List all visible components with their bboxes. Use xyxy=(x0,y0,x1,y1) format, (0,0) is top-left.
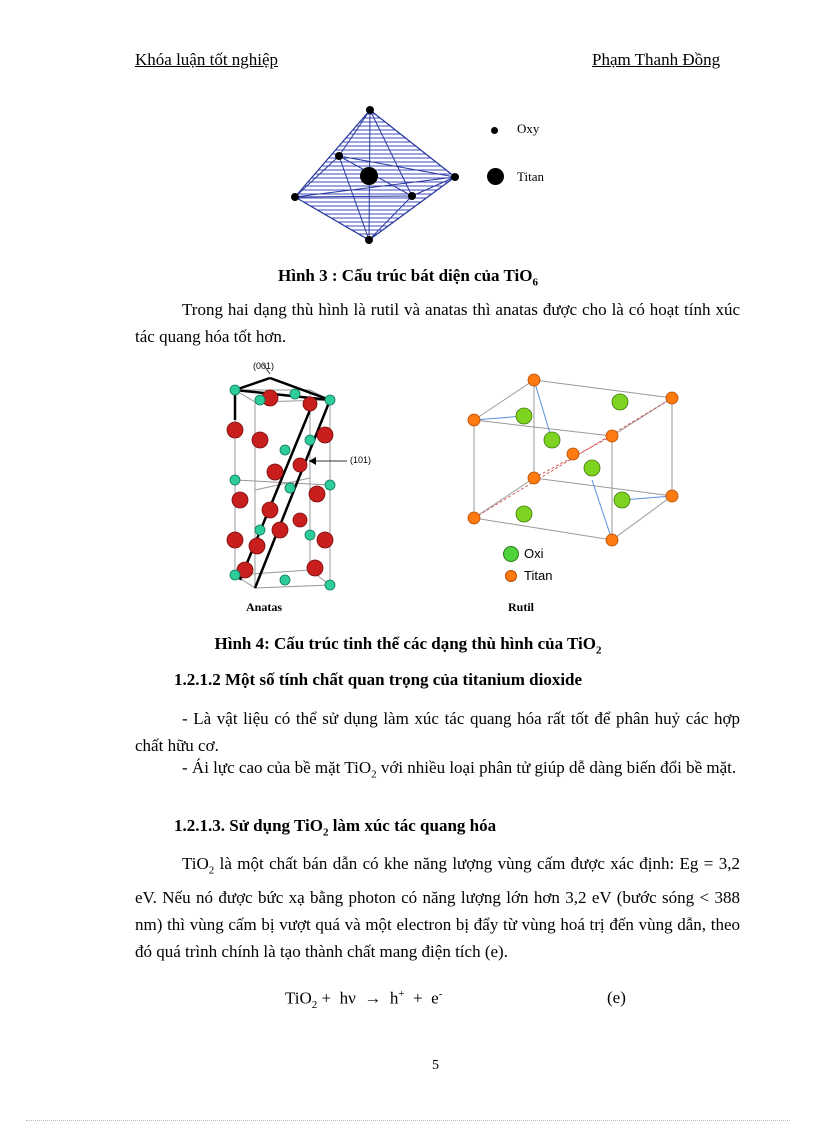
legend-oxi: Oxi xyxy=(524,546,544,561)
header-right: Phạm Thanh Đồng xyxy=(592,50,721,69)
legend-titan-rutil: Titan xyxy=(524,568,553,583)
rutil-label: Rutil xyxy=(508,600,535,614)
paragraph-1: Trong hai dạng thù hình là rutil và anatas thì anatas được cho là có hoạt tính xúc tác quang hóa tốt hơn. xyxy=(135,300,740,346)
legend-titan: Titan xyxy=(517,169,544,184)
anatas-label: Anatas xyxy=(246,600,283,614)
header-left: Khóa luận tốt nghiệp xyxy=(135,50,279,69)
bottom-divider xyxy=(26,1120,790,1121)
label-001: (001) xyxy=(253,361,275,371)
rutil-structure-figure xyxy=(462,368,692,548)
fig3-caption: Hình 3 : Cấu trúc bát diện của TiO$_6$ xyxy=(278,266,538,289)
section-heading-2: 1.2.1.3. Sử dụng TiO$_2$ làm xúc tác quang hóa xyxy=(174,816,497,839)
anatas-structure-figure xyxy=(215,360,390,595)
paragraph-2: TiO$_2$ là một chất bán dẫn có khe năng lượng vùng cấm được xác định: Eg = 3,2 eV. Nếu nó được bức xạ bằng photon có năng lượng lớn hơn 3,2 eV (bước sóng < 388 nm) thì vùng cấm bị vượt quá và một electron bị đẩy từ vùng hoá trị đến vùng dẫn, theo đó quá trình chính là tạo thành chất mang điện tích (e). xyxy=(135,854,740,962)
label-101: (101) xyxy=(350,455,372,465)
fig4-caption: Hình 4: Cấu trúc tinh thể các dạng thù hình của TiO$_2$ xyxy=(214,634,602,657)
legend-oxy: Oxy xyxy=(517,121,540,136)
equation-tag: (e) xyxy=(607,988,626,1007)
equation: TiO$_2$ + hν → h+ + e- xyxy=(285,988,443,1012)
titan-dot-icon xyxy=(487,168,504,185)
section-heading-1: 1.2.1.2 Một số tính chất quan trọng của titanium dioxide xyxy=(174,670,583,689)
bullet-2: - Ái lực cao của bề mặt TiO$_2$ với nhiều loại phân tử giúp dễ dàng biến đổi bề mặt. xyxy=(182,758,737,781)
bullet-1: - Là vật liệu có thể sử dụng làm xúc tác quang hóa rất tốt để phân huỷ các hợp chất hữu cơ. xyxy=(135,709,740,755)
oxi-legend-icon xyxy=(503,546,519,562)
page-number: 5 xyxy=(432,1058,439,1073)
titan-legend-icon xyxy=(505,570,517,582)
oxy-dot-icon xyxy=(491,127,498,134)
